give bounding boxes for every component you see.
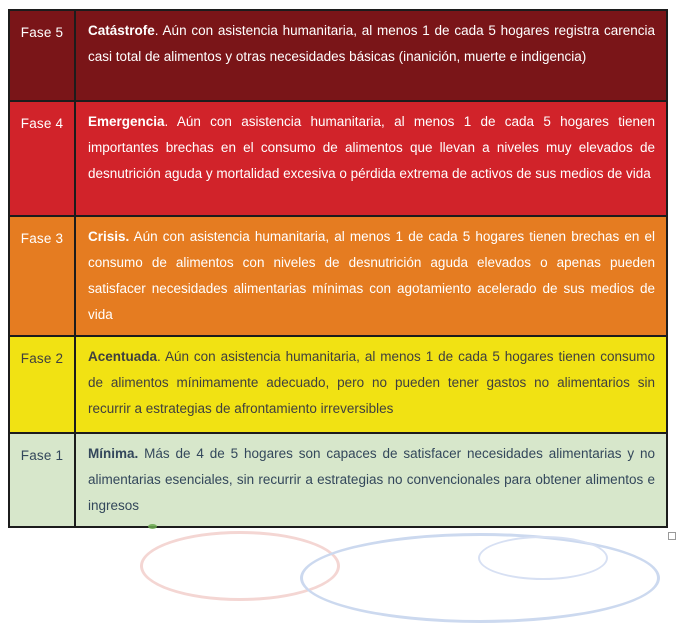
watermark-blue-arc xyxy=(300,533,660,623)
phase-row-fase2 xyxy=(10,335,666,432)
phase-term: Crisis. xyxy=(88,229,130,244)
phase-label: Fase 2 xyxy=(20,351,64,366)
phase-term: Emergencia xyxy=(88,114,165,129)
watermark-blue-arc-small xyxy=(478,536,608,580)
phase-description: Aún con asistencia humanitaria, al menos 1 de cada 5 hogares tienen brechas en el consumo de alimentos con niveles de desnutrición aguda elevados o apenas pueden satisfacer necesidades alimentarias mínimas con agotamiento acelerado de sus medios de vida xyxy=(88,229,655,322)
phase-label-cell xyxy=(10,217,76,335)
phase-row-fase3 xyxy=(10,215,666,335)
watermark-green-dot xyxy=(148,524,157,529)
phase-term: Acentuada xyxy=(88,349,158,364)
phase-description: . Aún con asistencia humanitaria, al menos 1 de cada 5 hogares registra carencia casi total de alimentos y otras necesidades básicas (inanición, muerte e indigencia) xyxy=(88,23,655,64)
phase-label: Fase 1 xyxy=(20,448,64,463)
phase-label: Fase 5 xyxy=(20,25,64,40)
phase-description-cell xyxy=(76,217,666,335)
phase-description: Más de 4 de 5 hogares son capaces de satisfacer necesidades alimentarias y no alimentarias esenciales, sin recurrir a estrategias no convencionales para obtener alimentos e ingresos xyxy=(88,446,655,513)
phase-term: Mínima. xyxy=(88,446,139,461)
phase-label-cell xyxy=(10,102,76,215)
phase-description: . Aún con asistencia humanitaria, al menos 1 de cada 5 hogares tienen importantes brechas en el consumo de alimentos que llevan a niveles muy elevados de desnutrición aguda y mortalidad excesiva o pérdida extrema de activos de sus medios de vida xyxy=(88,114,655,181)
phase-row-fase1 xyxy=(10,432,666,526)
phase-description: . Aún con asistencia humanitaria, al menos 1 de cada 5 hogares tienen consumo de alimentos mínimamente adecuado, pero no pueden tener gastos no alimentarios sin recurrir a estrategias de afrontamiento irreversibles xyxy=(88,349,655,416)
phase-label-cell xyxy=(10,11,76,100)
phase-term: Catástrofe xyxy=(88,23,155,38)
phase-row-fase4 xyxy=(10,100,666,215)
phase-label: Fase 4 xyxy=(20,116,64,131)
phase-description-cell xyxy=(76,102,666,215)
table-resize-handle-icon[interactable] xyxy=(668,532,676,540)
phase-description-cell xyxy=(76,434,666,526)
phase-row-fase5 xyxy=(10,11,666,100)
phase-label: Fase 3 xyxy=(20,231,64,246)
phase-label-cell xyxy=(10,434,76,526)
phase-label-cell xyxy=(10,337,76,432)
phase-description-cell xyxy=(76,11,666,100)
phase-description-cell xyxy=(76,337,666,432)
ipc-phase-table xyxy=(8,9,668,528)
